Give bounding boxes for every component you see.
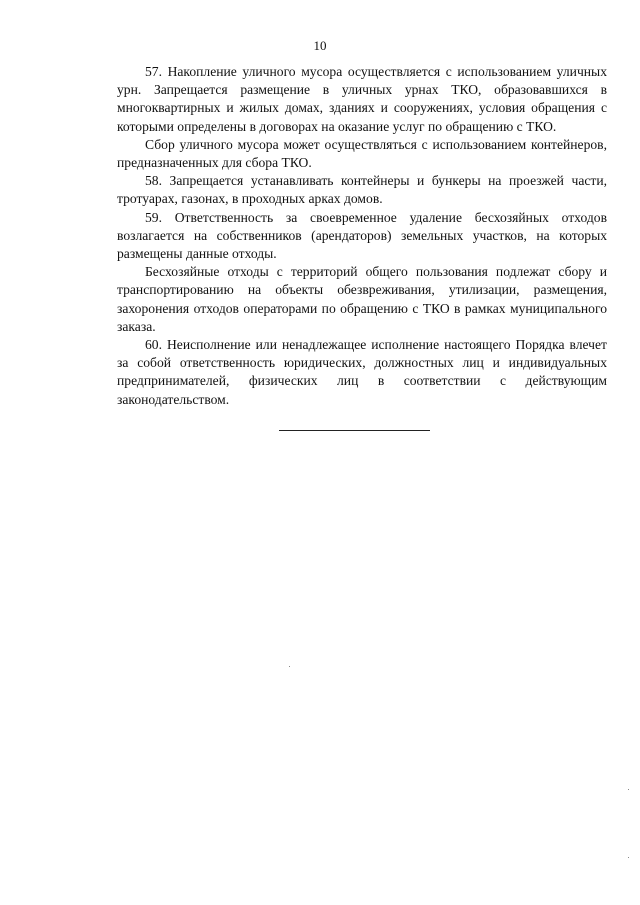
scan-speck	[628, 857, 629, 858]
paragraph-58: 58. Запрещается устанавливать контейнеры и бункеры на проезжей части, тротуарах, газонах, в проходных арках домов.	[117, 173, 607, 207]
paragraph-59: 59. Ответственность за своевременное удаление бесхозяйных отходов возлагается на собственников (арендаторов) земельных участков, на которых размещены данные отходы.	[117, 209, 607, 262]
page-number: 10	[313, 38, 327, 53]
document-body	[117, 63, 607, 409]
paragraph-60: 60. Неисполнение или ненадлежащее исполнение настоящего Порядка влечет за собой ответственность юридических, должностных лиц и индивидуальных предпринимателей, физических лиц в соответствии с действующим законодательством.	[117, 337, 607, 407]
paragraph-street-waste-containers: Сбор уличного мусора может осуществляться с использованием контейнеров, предназначенных для сбора ТКО.	[117, 136, 607, 171]
paragraph-57: 57. Накопление уличного мусора осуществляется с использованием уличных урн. Запрещается размещение в уличных урнах ТКО, образовавшихся в многоквартирных и жилых домах, зданиях и сооружениях, условия обращения с которыми определены в договорах на оказание услуг по обращению с ТКО.	[117, 64, 607, 134]
scan-speck	[289, 666, 290, 667]
paragraph-ownerless-waste: Бесхозяйные отходы с территорий общего пользования подлежат сбору и транспортированию на объекты обезвреживания, утилизации, размещения, захоронения отходов операторами по обращению с ТКО в рамках муниципального заказа.	[117, 264, 607, 334]
end-separator-line	[279, 430, 430, 431]
scan-speck	[628, 789, 629, 790]
